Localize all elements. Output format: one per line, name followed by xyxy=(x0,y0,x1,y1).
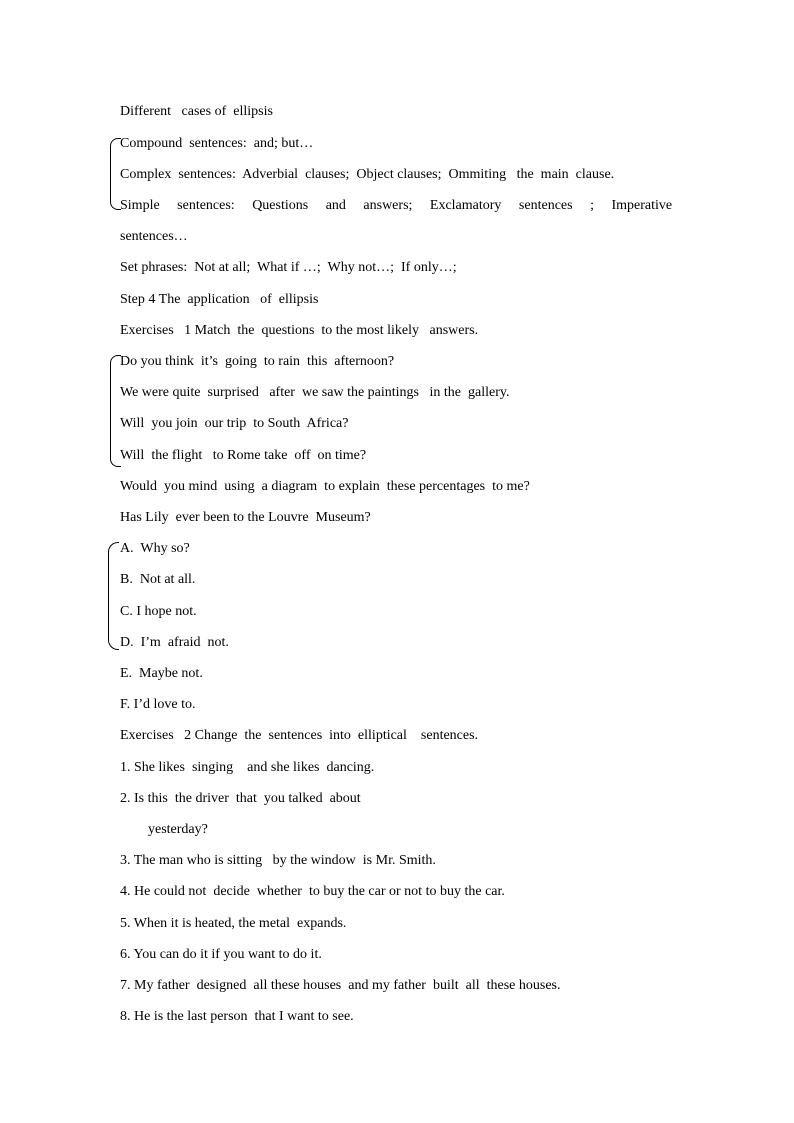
section-heading: Different cases of ellipsis xyxy=(120,104,273,119)
question-2: We were quite surprised after we saw the paintings in the gallery. xyxy=(120,385,510,400)
exercise2-item-8: 8. He is the last person that I want to see. xyxy=(120,1009,354,1024)
answer-c: C. I hope not. xyxy=(120,604,197,619)
exercise1-title: Exercises 1 Match the questions to the most likely answers. xyxy=(120,323,479,338)
answer-a: A. Why so? xyxy=(120,541,190,556)
question-3: Will you join our trip to South Africa? xyxy=(120,416,349,431)
case-simple: Simple sentences: Questions and answers; Exclamatory sentences ; Imperative xyxy=(120,198,673,213)
answer-e: E. Maybe not. xyxy=(120,666,203,681)
step4-heading: Step 4 The application of ellipsis xyxy=(120,292,319,307)
case-complex: Complex sentences: Adverbial clauses; Object clauses; Ommiting the main clause. xyxy=(120,167,615,182)
answer-b: B. Not at all. xyxy=(120,572,196,587)
exercise2-item-3: 3. The man who is sitting by the window is Mr. Smith. xyxy=(120,853,436,868)
case-simple-continued: sentences… xyxy=(120,229,188,244)
exercise2-item-1: 1. She likes singing and she likes dancing. xyxy=(120,760,375,775)
exercise2-item-5: 5. When it is heated, the metal expands. xyxy=(120,916,347,931)
exercise2-item-2: 2. Is this the driver that you talked about xyxy=(120,791,361,806)
question-6: Has Lily ever been to the Louvre Museum? xyxy=(120,510,371,525)
answers-bracket xyxy=(108,542,119,650)
exercise2-item-7: 7. My father designed all these houses and my father built all these houses. xyxy=(120,978,561,993)
question-5: Would you mind using a diagram to explain these percentages to me? xyxy=(120,479,530,494)
answer-f: F. I’d love to. xyxy=(120,697,196,712)
case-compound: Compound sentences: and; but… xyxy=(120,136,314,151)
question-4: Will the flight to Rome take off on time? xyxy=(120,448,367,463)
answer-d: D. I’m afraid not. xyxy=(120,635,229,650)
exercise2-item-2-continued: yesterday? xyxy=(120,822,208,837)
exercise2-title: Exercises 2 Change the sentences into elliptical sentences. xyxy=(120,728,479,743)
exercise2-item-6: 6. You can do it if you want to do it. xyxy=(120,947,322,962)
exercise2-item-4: 4. He could not decide whether to buy the car or not to buy the car. xyxy=(120,884,505,899)
case-set-phrases: Set phrases: Not at all; What if …; Why not…; If only…; xyxy=(120,260,457,275)
question-1: Do you think it’s going to rain this afternoon? xyxy=(120,354,395,369)
